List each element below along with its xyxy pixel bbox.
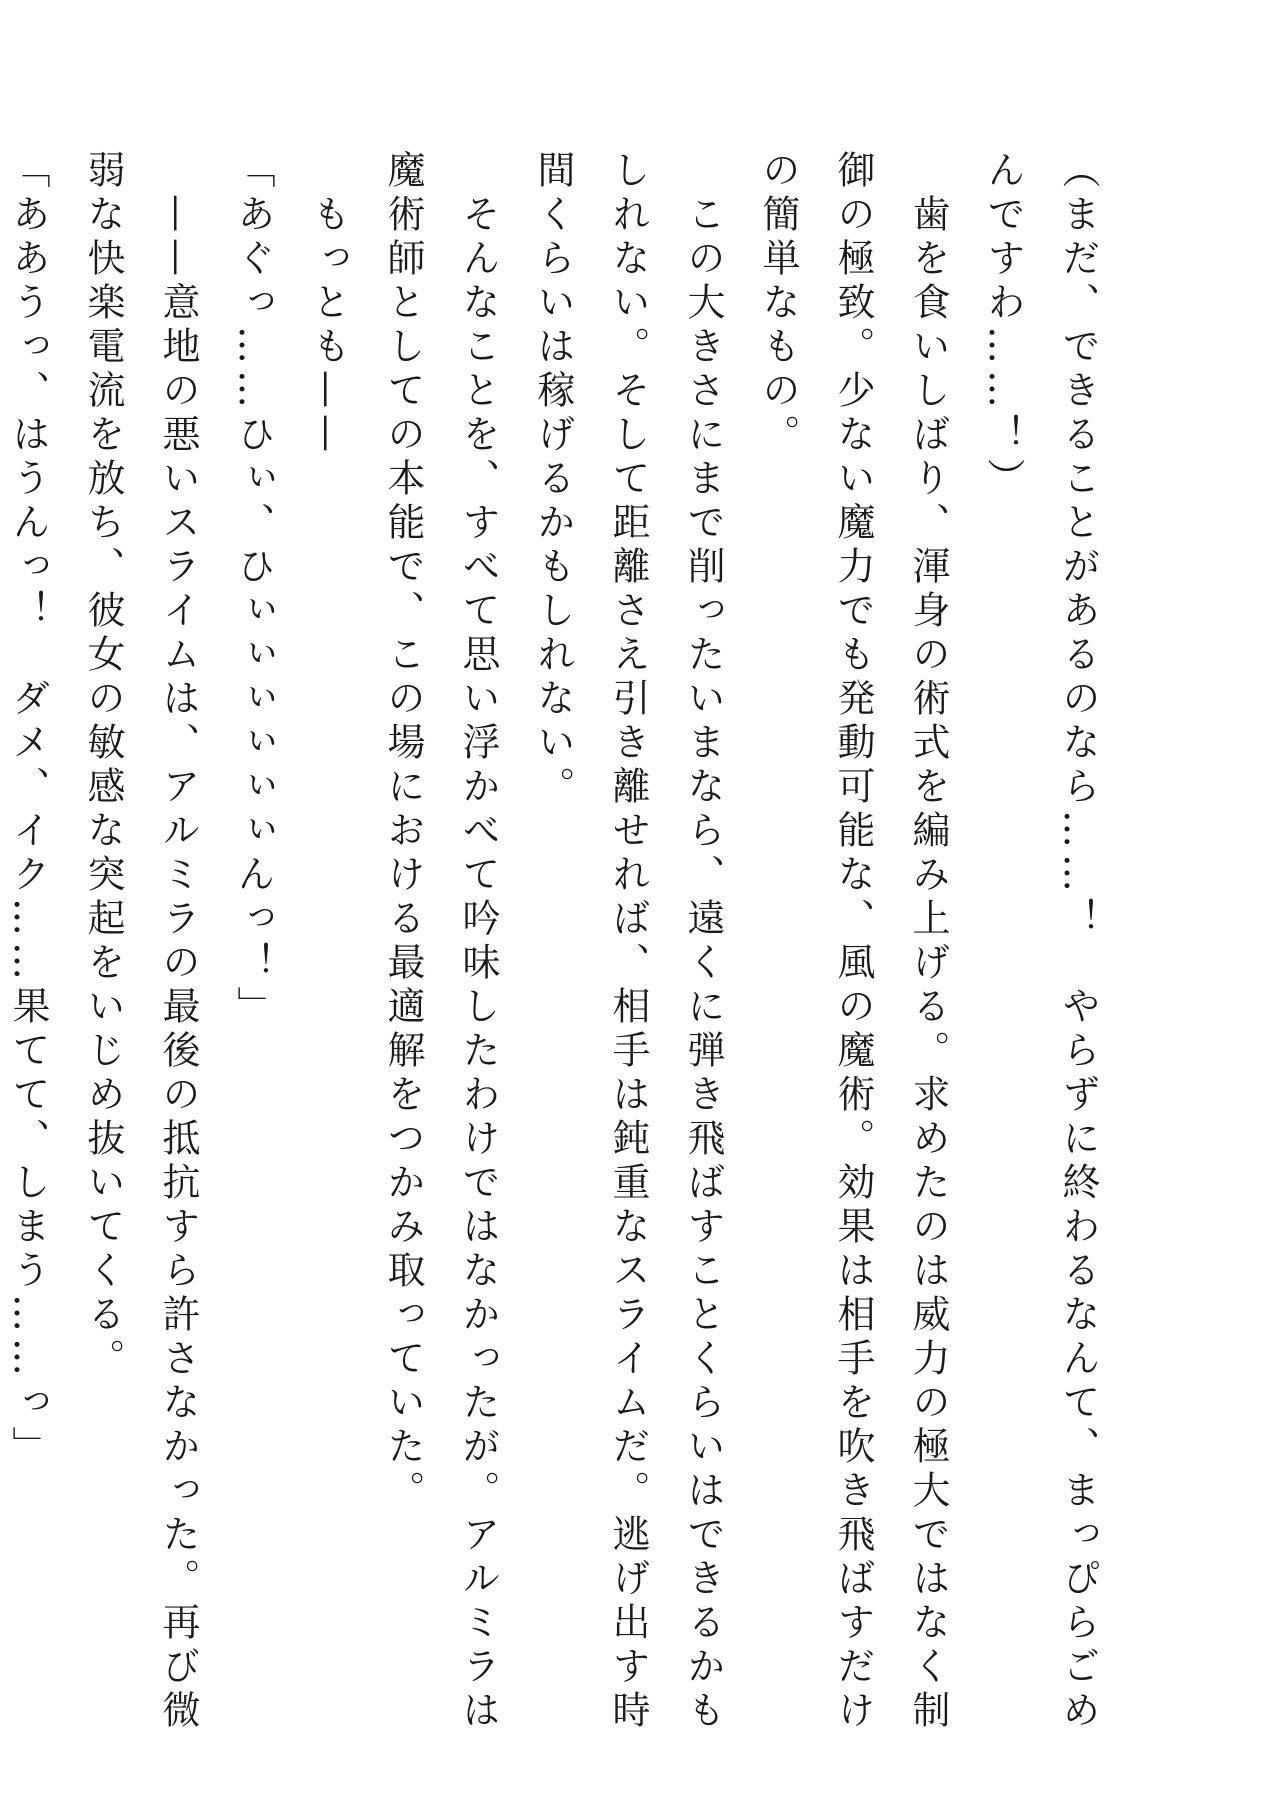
text-line: この大きさにまで削ったいまなら、遠くに弾き飛ばすことくらいはできるかも — [681, 150, 725, 1734]
text-line: ——意地の悪いスライムは、アルミラの最後の抵抗すら許さなかった。再び微 — [156, 150, 200, 1734]
text-line: 御の極致。少ない魔力でも発動可能な、風の魔術。効果は相手を吹き飛ばすだけ — [831, 150, 875, 1734]
text-line: 「あぐっ……ひぃ、ひぃぃぃぃぃぃんっ！」 — [231, 150, 275, 1030]
text-line: そんなことを、すべて思い浮かべて吟味したわけではなかったが。アルミラは — [456, 150, 500, 1734]
text-line: 間くらいは稼げるかもしれない。 — [531, 150, 575, 810]
text-line: の簡単なもの。 — [756, 150, 800, 458]
text-line: 弱な快楽電流を放ち、彼女の敏感な突起をいじめ抜いてくる。 — [81, 150, 125, 1382]
text-line: 歯を食いしばり、渾身の術式を編み上げる。求めたのは威力の極大ではなく制 — [906, 150, 950, 1734]
text-line: もっとも—— — [306, 150, 350, 458]
vertical-text-block — [0, 150, 1115, 1770]
text-line: 「ああうっ、はうんっ！ ダメ、イク……果てて、しまう……っ」 — [6, 150, 50, 1470]
text-line: （まだ、できることがあるのなら……！ やらずに終わるなんて、まっぴらごめ — [1056, 150, 1100, 1734]
text-line: 魔術師としての本能で、この場における最適解をつかみ取っていた。 — [381, 150, 425, 1514]
text-line: しれない。そして距離さえ引き離せれば、相手は鈍重なスライムだ。逃げ出す時 — [606, 150, 650, 1734]
text-line: んですわ……！） — [981, 150, 1025, 502]
